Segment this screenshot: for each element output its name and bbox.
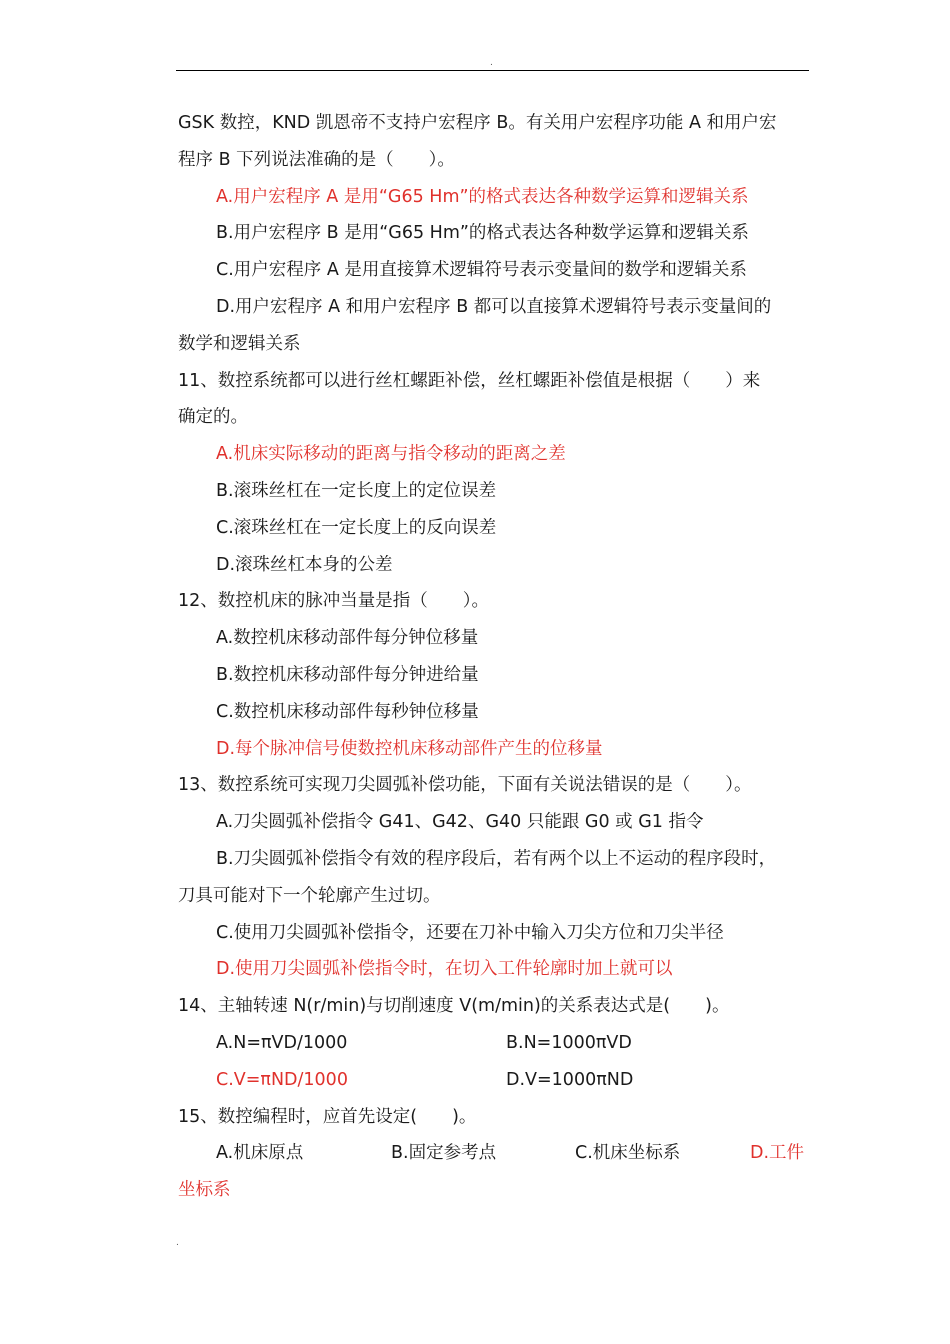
text-line: 刀具可能对下一个轮廓产生过切。 — [178, 885, 441, 906]
q15-option-d: D.工件 — [750, 1143, 805, 1164]
document-body — [178, 105, 808, 1209]
text-line: 确定的。 — [178, 407, 248, 428]
text-line: A.机床实际移动的距离与指令移动的距离之差 — [216, 444, 566, 465]
text-line: C.数控机床移动部件每秒钟位移量 — [216, 701, 479, 722]
q14-option-b: B.N=1000πVD — [506, 1032, 632, 1053]
footer-mark: . — [176, 1238, 179, 1248]
text-line: C.使用刀尖圆弧补偿指令，还要在刀补中输入刀尖方位和刀尖半径 — [216, 922, 724, 943]
text-line: A.刀尖圆弧补偿指令 G41、G42、G40 只能跟 G0 或 G1 指令 — [216, 812, 704, 833]
text-line: B.数控机床移动部件每分钟进给量 — [216, 664, 479, 685]
text-line: C.用户宏程序 A 是用直接算术逻辑符号表示变量间的数学和逻辑关系 — [216, 260, 747, 281]
header-rule — [176, 70, 809, 71]
text-line: 12、数控机床的脉冲当量是指（ ）。 — [178, 591, 490, 612]
text-line: A.数控机床移动部件每分钟位移量 — [216, 628, 479, 649]
text-line: GSK 数控，KND 凯恩帝不支持户宏程序 B。有关用户宏程序功能 A 和用户宏 — [178, 113, 777, 133]
q15-option-d-wrap: 坐标系 — [178, 1180, 231, 1201]
text-line: B.用户宏程序 B 是用“G65 Hm”的格式表达各种数学运算和逻辑关系 — [216, 223, 749, 244]
text-line: 程序 B 下列说法准确的是（ ）。 — [178, 149, 455, 170]
text-line: 数学和逻辑关系 — [178, 333, 301, 354]
q15-option-c: C.机床坐标系 — [575, 1143, 681, 1164]
text-line: B.滚珠丝杠在一定长度上的定位误差 — [216, 480, 497, 501]
q15-stem: 15、数控编程时，应首先设定( )。 — [178, 1106, 477, 1127]
q15-options-row — [178, 1135, 808, 1172]
q15-option-b: B.固定参考点 — [391, 1143, 497, 1164]
text-line: D.滚珠丝杠本身的公差 — [216, 554, 393, 575]
q14-options-row-2 — [178, 1062, 808, 1099]
text-line: B.刀尖圆弧补偿指令有效的程序段后，若有两个以上不运动的程序段时， — [216, 848, 777, 869]
text-line: 13、数控系统可实现刀尖圆弧补偿功能，下面有关说法错误的是（ ）。 — [178, 775, 752, 796]
q14-options-row-1 — [178, 1025, 808, 1062]
question-lines — [178, 105, 808, 1025]
text-line: A.用户宏程序 A 是用“G65 Hm”的格式表达各种数学运算和逻辑关系 — [216, 186, 749, 207]
text-line: C.滚珠丝杠在一定长度上的反向误差 — [216, 517, 497, 538]
text-line: 14、主轴转速 N(r/min)与切削速度 V(m/min)的关系表达式是( )。 — [178, 996, 730, 1017]
text-line: D.使用刀尖圆弧补偿指令时，在切入工件轮廓时加上就可以 — [216, 959, 673, 980]
text-line: D.每个脉冲信号使数控机床移动部件产生的位移量 — [216, 738, 603, 759]
q15-option-a: A.机床原点 — [216, 1143, 304, 1164]
header-mark: . — [490, 58, 493, 68]
q14-option-c: C.V=πND/1000 — [216, 1069, 348, 1090]
text-line: 11、数控系统都可以进行丝杠螺距补偿，丝杠螺距补偿值是根据（ ）来 — [178, 370, 761, 391]
q14-option-a: A.N=πVD/1000 — [216, 1032, 348, 1053]
text-line: D.用户宏程序 A 和用户宏程序 B 都可以直接算术逻辑符号表示变量间的 — [216, 296, 772, 317]
q14-option-d: D.V=1000πND — [506, 1069, 634, 1090]
